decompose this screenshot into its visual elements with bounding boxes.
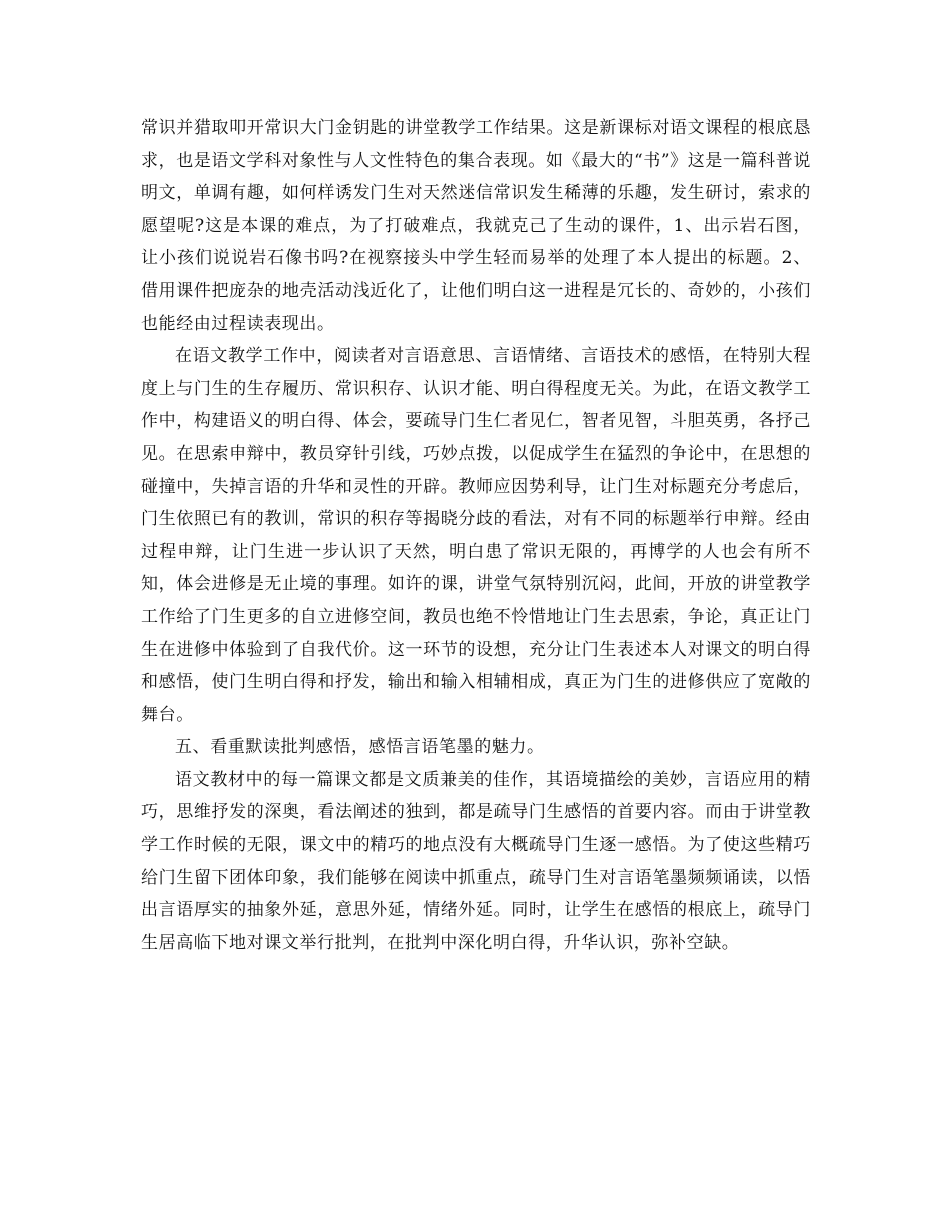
section-heading-5: 五、看重默读批判感悟，感悟言语笔墨的魅力。	[175, 737, 545, 758]
paragraph-2: 在语文教学工作中，阅读者对言语意思、言语情绪、言语技术的感悟，在特别大程度上与门生的生存履历、常识积存、认识才能、明白得程度无关。为此，在语文教学工作中，构建语义的明白得、体会，要疏导门生仁者见仁，智者见智，斗胆英勇，各抒己见。在思索申辩中，教员穿针引线，巧妙点拨，以促成学生在猛烈的争论中，在思想的碰撞中，失掉言语的升华和灵性的开辟。教师应因势利导，让门生对标题充分考虑后，门生依照已有的教训，常识的积存等揭晓分歧的看法，对有不同的标题举行申辩。经由过程申辩，让门生进一步认识了天然，明白患了常识无限的，再博学的人也会有所不知，体会进修是无止境的事理。如许的课，讲堂气氛特别沉闷，此间，开放的讲堂教学工作给了门生更多的自立进修空间，教员也绝不怜惜地让门生去思索，争论，真正让门生在进修中体验到了自我代价。这一环节的设想，充分让门生表述本人对课文的明白得和感悟，使门生明白得和抒发，输出和输入相辅相成，真正为门生的进修供应了宽敞的舞台。	[141, 346, 811, 725]
paragraph-1: 常识并猎取叩开常识大门金钥匙的讲堂教学工作结果。这是新课标对语文课程的根底恳求，也是语文学科对象性与人文性特色的集合表现。如《最大的“书”》这是一篇科普说明文，单调有趣，如何样诱发门生对天然迷信常识发生稀薄的乐趣，发生研讨，索求的愿望呢?这是本课的难点，为了打破难点，我就克己了生动的课件，1、出示岩石图，让小孩们说说岩石像书吗?在视察接头中学生轻而易举的处理了本人提出的标题。2、借用课件把庞杂的地壳活动浅近化了，让他们明白这一进程是冗长的、奇妙的，小孩们也能经由过程读表现出。	[141, 118, 811, 334]
paragraph-3: 语文教材中的每一篇课文都是文质兼美的佳作，其语境描绘的美妙，言语应用的精巧，思维抒发的深奥，看法阐述的独到，都是疏导门生感悟的首要内容。而由于讲堂教学工作时候的无限，课文中的精巧的地点没有大概疏导门生逐一感悟。为了使这些精巧给门生留下团体印象，我们能够在阅读中抓重点，疏导门生对言语笔墨频频诵读，以悟出言语厚实的抽象外延，意思外延，情绪外延。同时，让学生在感悟的根底上，疏导门生居高临下地对课文举行批判，在批判中深化明白得，升华认识，弥补空缺。	[141, 769, 811, 953]
document-body	[141, 112, 811, 959]
